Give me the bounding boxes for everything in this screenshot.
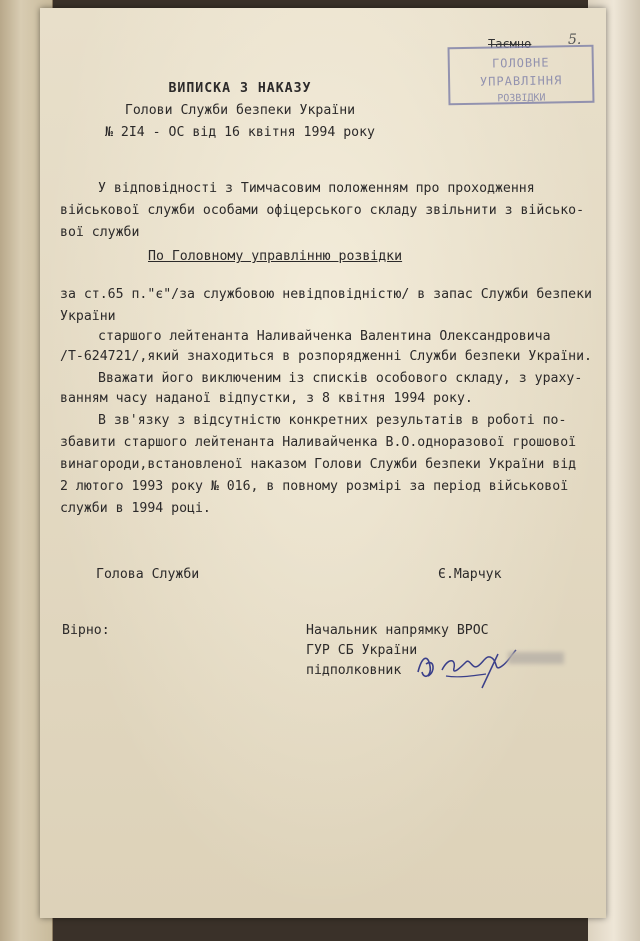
clause-line-2: України [60, 309, 116, 324]
person-line-2: /Т-624721/,який знаходиться в розпорядженні Служби безпеки України. [60, 349, 592, 364]
section-heading: По Головному управлінню розвідки [148, 249, 403, 264]
clause-line-1: за ст.65 п."є"/за службовою невідповідністю/ в запас Служби безпеки [60, 287, 592, 302]
handwritten-signature [412, 636, 522, 690]
bonus-line-5: служби в 1994 році. [60, 501, 211, 516]
officer-position: Начальник напрямку ВРОС [306, 623, 489, 638]
officer-department: ГУР СБ України [306, 643, 418, 658]
intro-line-2: військової служби особами офіцерського складу звільнити з військо- [60, 203, 585, 218]
archive-stamp [448, 45, 595, 106]
document-page [40, 8, 606, 918]
officer-rank: підполковник [306, 663, 402, 678]
intro-line-3: вої служби [60, 225, 140, 240]
certified-label: Вірно: [62, 623, 110, 638]
stamp-line-2: РОЗВІДКИ [497, 92, 546, 105]
title-order-number: № 2І4 - ОС від 16 квітня 1994 року [105, 125, 375, 140]
page-number: 5. [568, 32, 582, 48]
person-line-1: старшого лейтенанта Наливайченка Валентина Олександровича [98, 329, 551, 344]
bonus-line-3: винагороди,встановленої наказом Голови Служби безпеки України від [60, 457, 577, 472]
bonus-line-4: 2 лютого 1993 року № 016, в повному розмірі за період військової [60, 479, 569, 494]
bonus-line-1: В зв'язку з відсутністю конкретних результатів в роботі по- [98, 413, 567, 428]
exclusion-line-1: Вважати його виключеним із списків особового складу, з ураху- [98, 371, 583, 386]
head-name: Є.Марчук [438, 567, 502, 582]
intro-line-1: У відповідності з Тимчасовим положенням про проходження [98, 181, 535, 196]
document-title: ВИПИСКА З НАКАЗУ [168, 81, 312, 96]
secret-mark: Таємно [488, 37, 532, 51]
head-title: Голова Служби [96, 567, 200, 582]
title-issuer: Голови Служби безпеки України [124, 103, 356, 118]
bonus-line-2: збавити старшого лейтенанта Наливайченка В.О.одноразової грошової [60, 435, 577, 450]
exclusion-line-2: ванням часу наданої відпустки, з 8 квітня 1994 року. [60, 391, 473, 406]
stamp-line-1: ГОЛОВНЕ УПРАВЛІННЯ [479, 55, 563, 89]
redacted-name [508, 652, 564, 664]
